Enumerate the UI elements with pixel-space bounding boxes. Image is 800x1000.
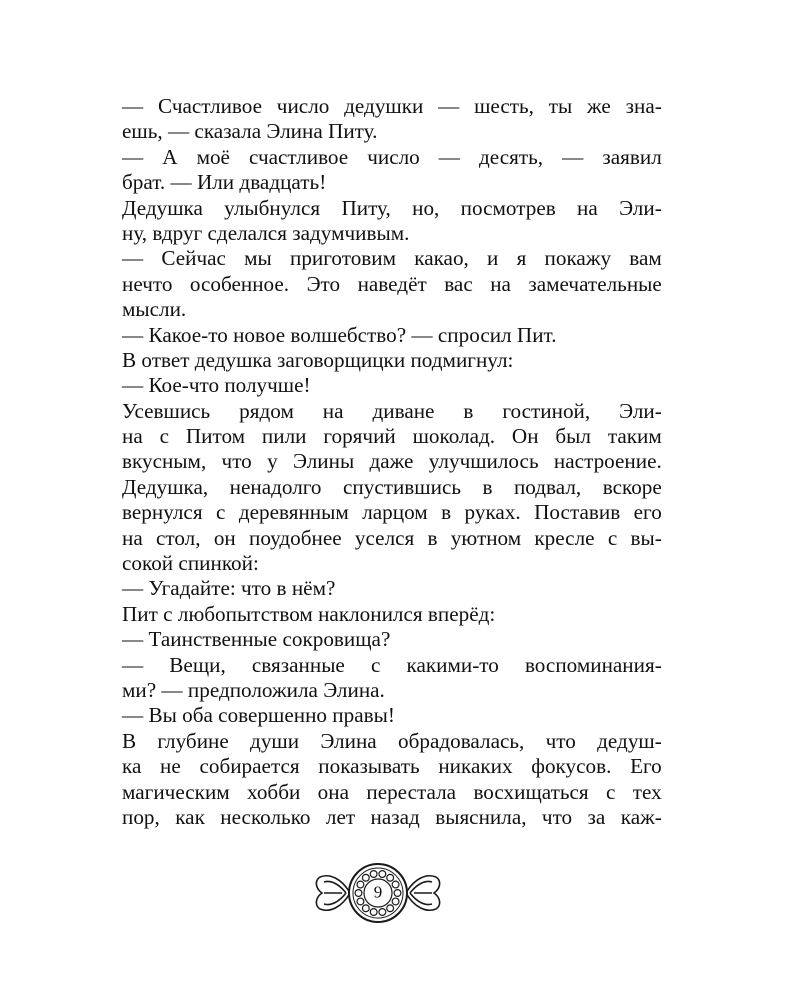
text-line: мысли. — [122, 297, 187, 322]
text-line: — Угадайте: что в нём? — [122, 576, 336, 601]
text-line: вернулся с деревянным ларцом в руках. Поставив его — [122, 500, 662, 525]
text-line: — Какое-то новое волшебство? — спросил Пит. — [122, 322, 557, 347]
text-line: — Вы оба совершенно правы! — [122, 703, 395, 728]
text-line: Пит с любопытством наклонился вперёд: — [122, 601, 496, 626]
ornament-bead — [392, 898, 399, 905]
ornament-bead — [379, 871, 386, 878]
text-line: — Счастливое число дедушки — шесть, ты же зна- — [122, 94, 662, 118]
ornament-bead — [355, 890, 362, 897]
text-line: — Сейчас мы приготовим какао, и я покажу вам — [122, 246, 662, 271]
text-line: ну, вдруг сделался задумчивым. — [122, 220, 410, 245]
text-line: ми? — предположила Элина. — [122, 677, 385, 702]
text-line: на стол, он поудобнее уселся в уютном кресле с вы- — [122, 525, 662, 550]
text-line: брат. — Или двадцать! — [122, 170, 327, 195]
page-number: 9 — [373, 882, 383, 902]
ornament-bead — [370, 909, 377, 916]
text-line: сокой спинкой: — [122, 551, 259, 576]
text-line: Усевшись рядом на диване в гостиной, Эли- — [122, 398, 662, 423]
text-line: — Таинственные сокровища? — [122, 627, 391, 652]
text-line: — А моё счастливое число — десять, — заявил — [122, 144, 662, 169]
ornament-bead — [370, 871, 377, 878]
ornament-bead — [357, 881, 364, 888]
ornament-bead — [387, 905, 394, 912]
ornament-bead — [394, 890, 401, 897]
text-line: ешь, — сказала Элина Питу. — [122, 119, 378, 144]
ornament-bead — [387, 874, 394, 881]
text-line: на с Питом пили горячий шоколад. Он был таким — [122, 424, 662, 449]
text-line: Дедушка, ненадолго спустившись в подвал, вскоре — [122, 474, 662, 499]
ornament-bead — [362, 874, 369, 881]
ornament-bead — [362, 905, 369, 912]
text-line: вкусным, что у Элины даже улучшилось настроение. — [122, 449, 662, 474]
body-text — [122, 94, 662, 830]
ornament-bead — [357, 898, 364, 905]
ornament-bead — [392, 881, 399, 888]
text-line: — Кое-что получше! — [122, 373, 311, 398]
text-line: магическим хобби она перестала восхищаться с тех — [122, 779, 662, 804]
text-line: В глубине души Элина обрадовалась, что дедуш- — [122, 728, 662, 753]
text-line: ка не собирается показывать никаких фокусов. Его — [122, 754, 662, 779]
text-line: пор, как несколько лет назад выяснила, что за каж- — [122, 804, 662, 829]
text-line: — Вещи, связанные с какими-то воспоминания- — [122, 652, 662, 677]
text-line: Дедушка улыбнулся Питу, но, посмотрев на Эли- — [122, 195, 662, 220]
text-line: В ответ дедушка заговорщицки подмигнул: — [122, 347, 514, 372]
ornament-bead — [379, 909, 386, 916]
text-line: нечто особенное. Это наведёт вас на замечательные — [122, 271, 662, 296]
page-number-ornament — [312, 857, 444, 929]
